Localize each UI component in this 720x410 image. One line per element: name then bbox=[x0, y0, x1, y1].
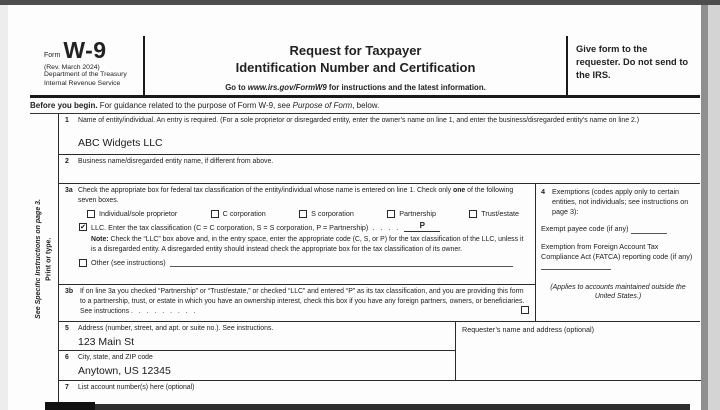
specific-instructions-label: See Specific Instructions on page 3. bbox=[35, 198, 42, 319]
line-6-city-row bbox=[59, 351, 456, 380]
form-title bbox=[145, 43, 566, 77]
city-state-zip-value[interactable]: Anytown, US 12345 bbox=[78, 364, 171, 377]
line-3b-text: If on line 3a you checked “Partnership” or “Trust/estate,” or checked “LLC” and entered “P” as its tax classification, and you are providing this form to a partnership, trust, or estate in which you have an ownership interest, check this box if you have any foreign partners, owners, or beneficiaries. See instructions . . . . . . . . . bbox=[80, 288, 525, 315]
option-c-corporation-label: C corporation bbox=[222, 209, 266, 219]
classification-options bbox=[65, 205, 529, 218]
checkbox-individual[interactable] bbox=[87, 210, 95, 218]
checkbox-partnership[interactable] bbox=[387, 210, 395, 218]
box-4-label: Exemptions (codes apply only to certain entities, not individuals; see instructions on page 3): bbox=[552, 187, 689, 217]
form-title-line2: Identification Number and Certification bbox=[235, 59, 476, 75]
before-begin-bold: Before you begin. bbox=[30, 101, 98, 110]
before-begin-text2: , below. bbox=[352, 101, 380, 110]
form-word: Form bbox=[44, 52, 61, 59]
checkbox-trust-estate[interactable] bbox=[469, 210, 477, 218]
before-you-begin-line bbox=[30, 101, 700, 114]
page-edge-shadow bbox=[701, 5, 708, 410]
option-c-corporation bbox=[211, 209, 266, 218]
goto-instructions bbox=[145, 83, 566, 92]
window-top-bar bbox=[0, 0, 720, 5]
give-form-note: Give form to the requester. Do not send to the IRS. bbox=[576, 44, 689, 81]
line-2-number: 2 bbox=[65, 158, 69, 165]
form-title-block bbox=[145, 36, 568, 95]
goto-prefix: Go to bbox=[225, 82, 248, 92]
line-3a-label: Check the appropriate box for federal tax classification of the entity/individual whose name is entered on line 1. Check only one of the following seven boxes. bbox=[78, 187, 514, 204]
llc-dot-leader: . . . . bbox=[372, 223, 401, 233]
llc-classification-entry[interactable]: P bbox=[404, 222, 440, 232]
line-1-name-row bbox=[59, 114, 700, 155]
line-7-label: List account number(s) here (optional) bbox=[78, 384, 195, 391]
requester-label: Requester’s name and address (optional) bbox=[462, 325, 594, 334]
page-edge-background bbox=[708, 5, 720, 410]
checkmark-icon: ✔ bbox=[80, 223, 86, 231]
print-or-type-sidebar bbox=[31, 114, 58, 403]
fatca-label: Exemption from Foreign Account Tax Compliance Act (FATCA) reporting code (if any) bbox=[541, 242, 693, 262]
option-individual bbox=[87, 209, 177, 218]
line-7-account-row[interactable] bbox=[59, 380, 701, 403]
checkbox-c-corporation[interactable] bbox=[211, 210, 219, 218]
department-line2: Internal Revenue Service bbox=[44, 79, 121, 87]
box-4-exemptions bbox=[536, 184, 700, 321]
purpose-of-form-ref: Purpose of Form bbox=[292, 101, 353, 110]
box-4-number: 4 bbox=[541, 187, 545, 196]
form-id-block bbox=[30, 36, 145, 95]
line-3b-dot-leader: . . . . . . . . . bbox=[130, 308, 198, 315]
option-partnership bbox=[387, 209, 436, 218]
form-header bbox=[30, 36, 700, 98]
line-3b-block bbox=[59, 285, 535, 319]
line-2-business-name-row[interactable] bbox=[59, 155, 700, 184]
option-individual-label: Individual/sole proprietor bbox=[99, 209, 178, 219]
line-5-label: Address (number, street, and apt. or suite no.). See instructions. bbox=[78, 325, 274, 332]
name-field-value[interactable]: ABC Widgets LLC bbox=[78, 137, 163, 149]
checkbox-llc-checked[interactable] bbox=[79, 223, 87, 231]
part-1-label-box bbox=[45, 402, 95, 410]
fatca-entry[interactable] bbox=[541, 262, 611, 270]
classification-column bbox=[59, 184, 536, 321]
note-bold: Note: bbox=[91, 236, 109, 244]
option-partnership-label: Partnership bbox=[399, 209, 436, 219]
line-3a-block bbox=[59, 184, 535, 285]
line-5-address-row bbox=[59, 322, 456, 351]
option-trust-estate bbox=[469, 209, 519, 218]
other-entry-blank[interactable] bbox=[170, 259, 513, 267]
line-1-number: 1 bbox=[65, 117, 69, 124]
option-other-label: Other (see instructions) bbox=[91, 258, 166, 268]
part-1-header-bar bbox=[45, 404, 690, 410]
department-line1: Department of the Treasury bbox=[44, 71, 127, 78]
line-3-classification-section bbox=[59, 184, 700, 322]
requester-name-box[interactable] bbox=[456, 322, 701, 380]
fatca-line bbox=[541, 242, 695, 273]
print-or-type-label: Print or type. bbox=[45, 236, 53, 281]
line-2-label: Business name/disregarded entity name, if different from above. bbox=[78, 158, 274, 165]
option-s-corporation bbox=[299, 209, 354, 218]
address-field-value[interactable]: 123 Main St bbox=[78, 335, 135, 348]
before-begin-text1: For guidance related to the purpose of Form W-9, see bbox=[97, 101, 293, 110]
line-6-label: City, state, and ZIP code bbox=[78, 354, 153, 361]
goto-suffix: for instructions and the latest information. bbox=[326, 82, 486, 92]
line-1-label: Name of entity/individual. An entry is required. (For a sole proprietor or disregarded entity, enter the owner’s name on line 1, and enter the business/disregarded entity’s name on line 2.) bbox=[78, 117, 640, 124]
exempt-payee-label: Exempt payee code (if any) bbox=[541, 224, 629, 234]
line-3b-number: 3b bbox=[65, 288, 74, 295]
option-other bbox=[65, 254, 529, 267]
form-body bbox=[58, 114, 700, 403]
option-s-corporation-label: S corporation bbox=[311, 209, 354, 219]
checkbox-foreign-partners[interactable] bbox=[521, 306, 529, 314]
checkbox-other[interactable] bbox=[79, 259, 87, 267]
checkbox-s-corporation[interactable] bbox=[299, 210, 307, 218]
line-7-number: 7 bbox=[65, 384, 69, 391]
option-llc-label: LLC. Enter the tax classification (C = C corporation, S = S corporation, P = Partnership) bbox=[91, 223, 369, 233]
exempt-payee-line bbox=[541, 224, 695, 234]
option-llc bbox=[65, 218, 529, 232]
form-number: W-9 bbox=[63, 37, 107, 63]
option-trust-estate-label: Trust/estate bbox=[481, 209, 519, 219]
note-text: Check the “LLC” box above and, in the entry space, enter the appropriate code (C, S, or P) for the tax classification of the LLC, unless it is a disregarded entity. A disregarded entity should instead check the appropriate box for the tax classification of its owner. bbox=[91, 236, 524, 253]
form-revision: (Rev. March 2024) bbox=[44, 64, 100, 71]
line-3a-number: 3a bbox=[65, 187, 73, 194]
form-title-line1: Request for Taxpayer bbox=[289, 43, 422, 58]
llc-note bbox=[65, 232, 529, 254]
irs-url-link[interactable]: www.irs.gov/FormW9 bbox=[247, 82, 327, 92]
line-5-number: 5 bbox=[65, 325, 69, 332]
line-6-number: 6 bbox=[65, 354, 69, 361]
applies-note: (Applies to accounts maintained outside the United States.) bbox=[550, 283, 686, 301]
exempt-payee-entry[interactable] bbox=[631, 226, 668, 234]
